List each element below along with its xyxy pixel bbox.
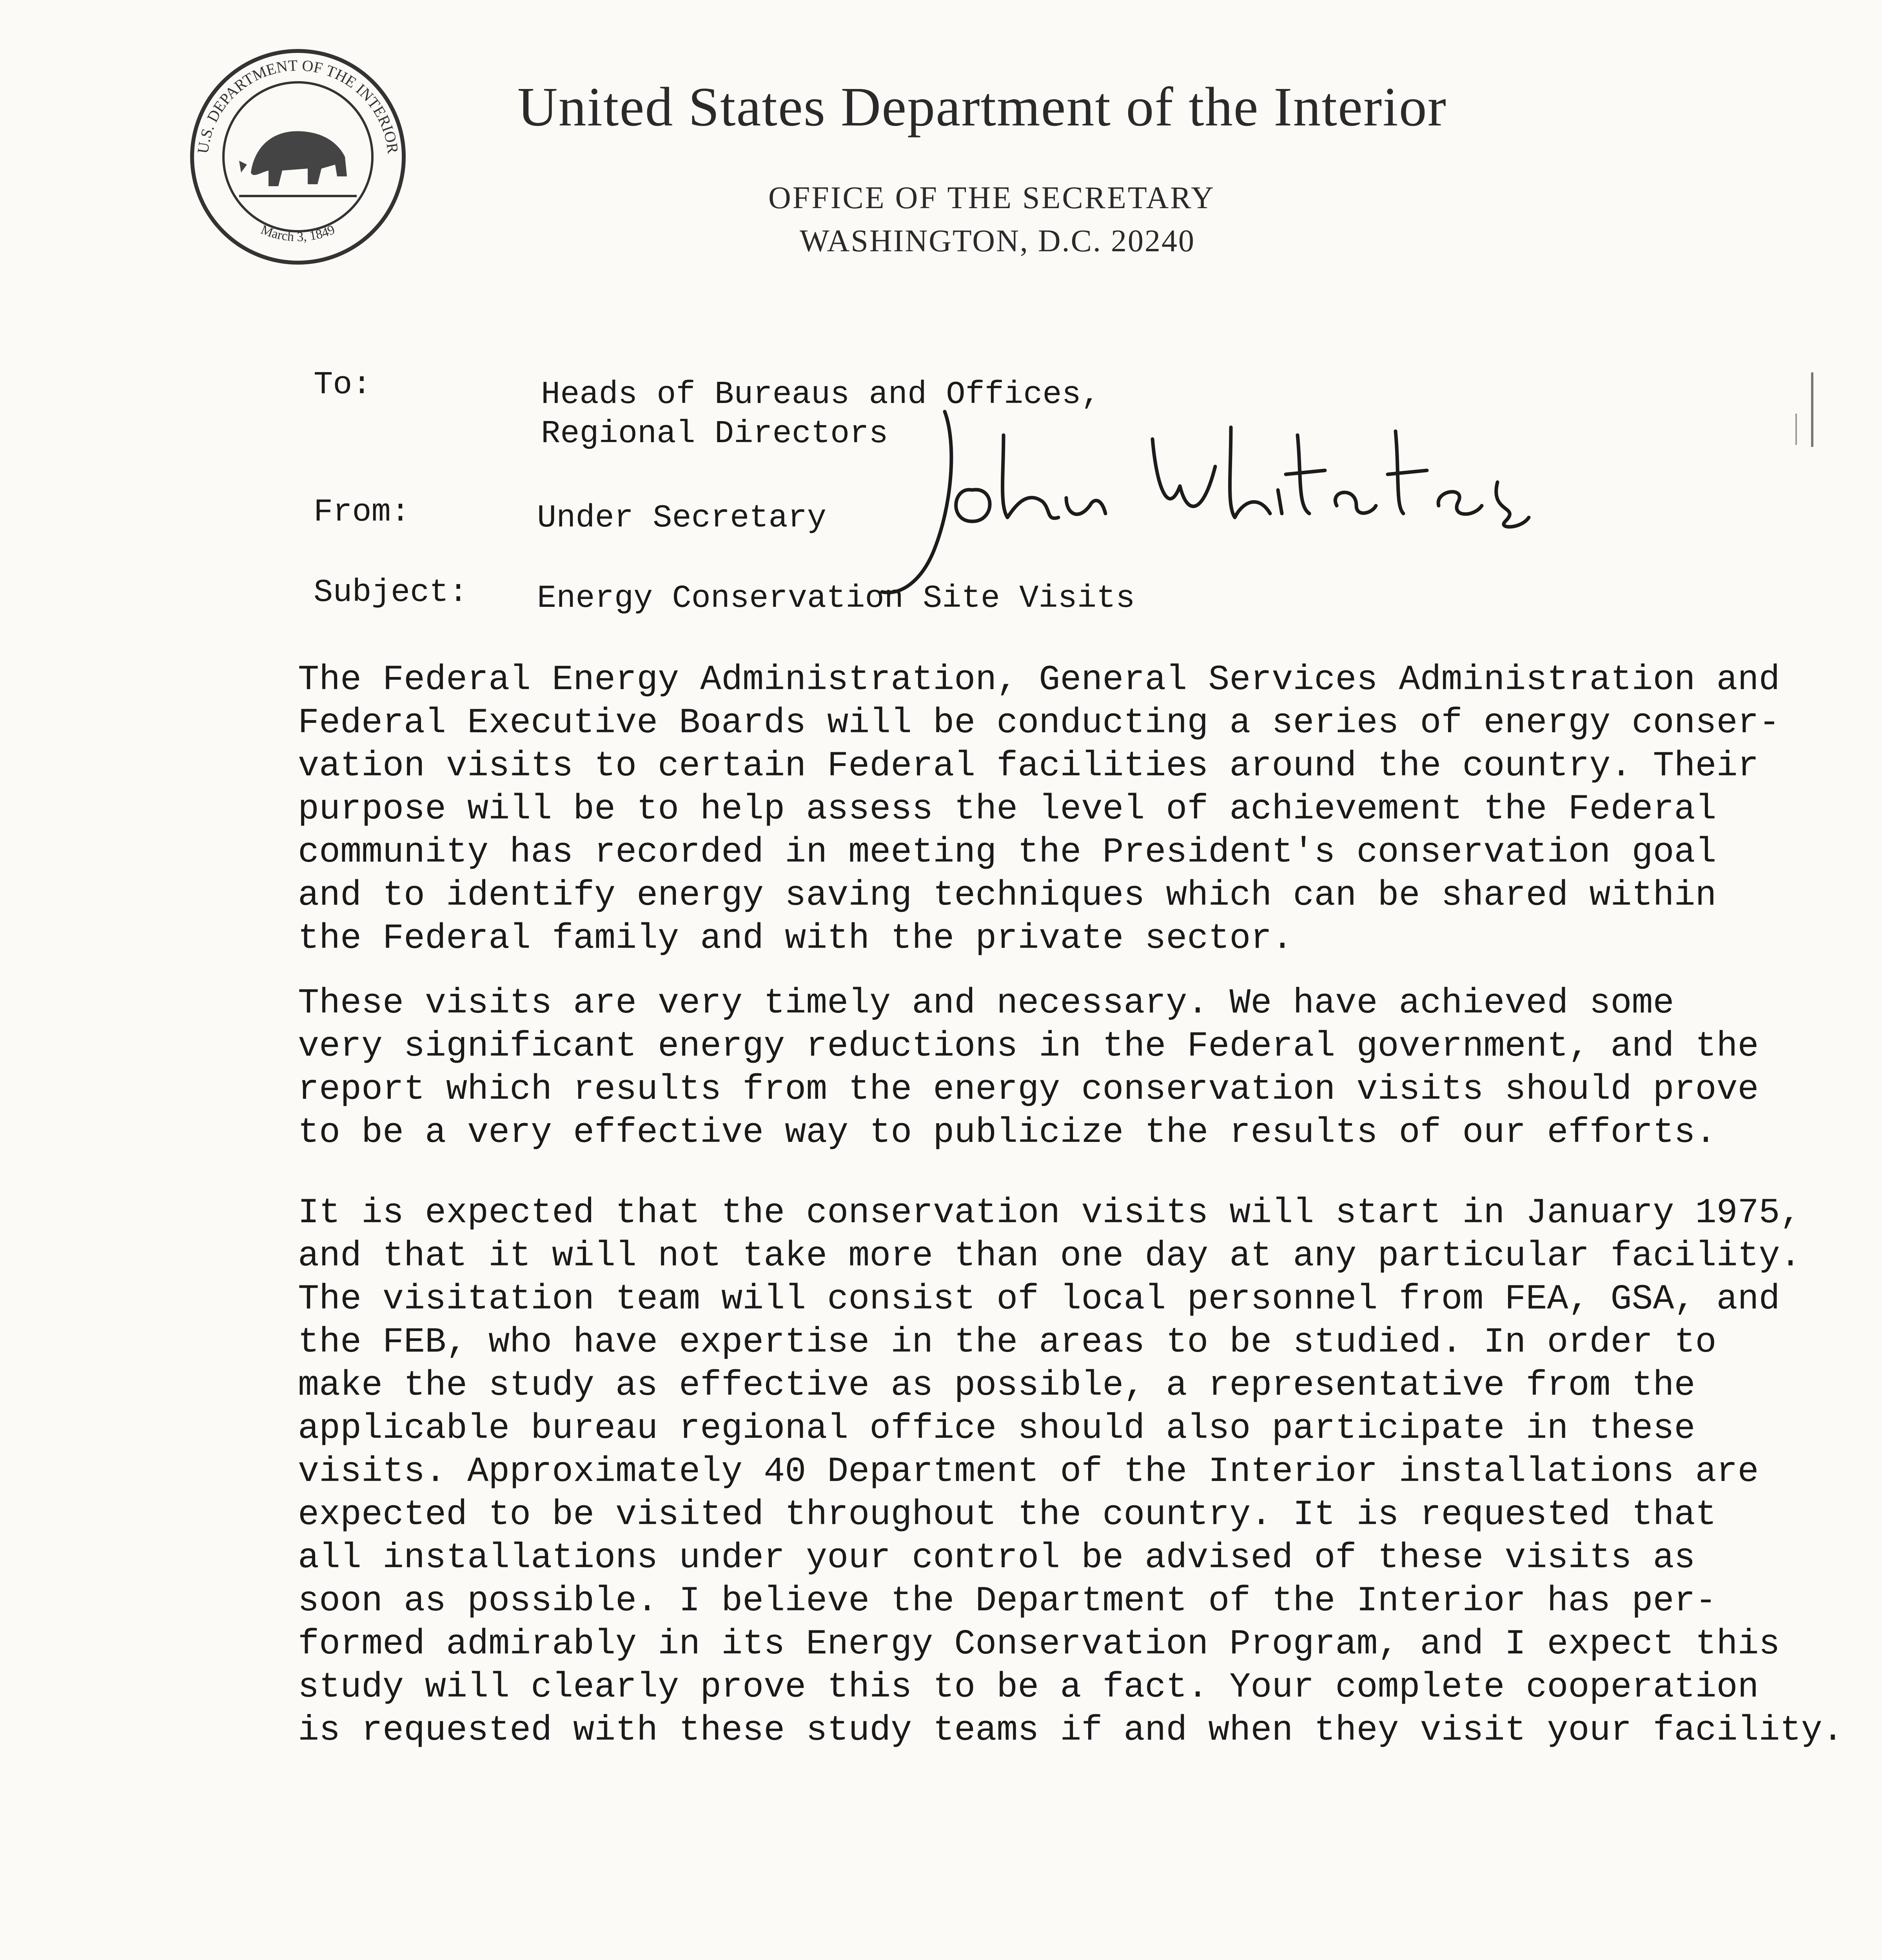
paragraph-line: expected to be visited throughout the country. It is requested that — [298, 1495, 1717, 1535]
to-label: To: — [314, 367, 372, 403]
seal-text-top: U.S. DEPARTMENT OF THE INTERIOR — [194, 56, 402, 155]
to-line-2: Regional Directors — [541, 416, 888, 452]
from-value: Under Secretary — [537, 500, 827, 536]
paragraph-line: very significant energy reductions in the Federal government, and the — [298, 1027, 1759, 1067]
subject-label: Subject: — [314, 574, 468, 611]
office-line: OFFICE OF THE SECRETARY — [768, 181, 1215, 215]
paragraph-line: Federal Executive Boards will be conducting a series of energy conser- — [298, 703, 1780, 743]
paragraph-line: report which results from the energy conservation visits should prove — [298, 1070, 1759, 1110]
paragraph-1 — [298, 659, 1780, 960]
subject-value: Energy Conservation Site Visits — [537, 580, 1135, 617]
paragraph-line: visits. Approximately 40 Department of the Interior installations are — [298, 1452, 1759, 1492]
paragraph-line: the FEB, who have expertise in the areas to be studied. In order to — [298, 1323, 1717, 1363]
paragraph-line: is requested with these study teams if and when they visit your facility. — [298, 1711, 1844, 1751]
svg-text:March 3, 1849 — [259, 222, 337, 244]
paragraph-line: the Federal family and with the private sector. — [298, 919, 1293, 959]
address-line: WASHINGTON, D.C. 20240 — [800, 224, 1195, 258]
paragraph-line: and that it will not take more than one day at any particular facility. — [298, 1236, 1801, 1276]
paragraph-line: applicable bureau regional office should also participate in these — [298, 1409, 1695, 1449]
paragraph-line: The visitation team will consist of local personnel from FEA, GSA, and — [298, 1279, 1780, 1319]
department-title: United States Department of the Interior — [517, 76, 1447, 138]
paragraph-2 — [298, 982, 1772, 1154]
handwritten-signature — [855, 388, 1568, 608]
paragraph-line: purpose will be to help assess the level of achievement the Federal — [298, 789, 1717, 829]
from-label: From: — [314, 494, 410, 530]
department-seal — [172, 43, 423, 270]
margin-mark — [1795, 414, 1797, 445]
seal-text-bottom: March 3, 1849 — [259, 222, 337, 245]
paragraph-line: It is expected that the conservation visits will start in January 1975, — [298, 1193, 1801, 1233]
paragraph-3 — [298, 1192, 1844, 1752]
paragraph-line: make the study as effective as possible, a representative from the — [298, 1366, 1695, 1406]
paragraph-line: all installations under your control be advised of these visits as — [298, 1538, 1695, 1578]
to-line-1: Heads of Bureaus and Offices, — [541, 376, 1101, 413]
margin-mark — [1811, 372, 1813, 447]
paragraph-line: to be a very effective way to publicize the results of our efforts. — [298, 1113, 1717, 1153]
paragraph-line: community has recorded in meeting the President's conservation goal — [298, 833, 1717, 873]
paragraph-line: soon as possible. I believe the Department of the Interior has per- — [298, 1581, 1717, 1621]
paragraph-line: These visits are very timely and necessary. We have achieved some — [298, 984, 1674, 1024]
paragraph-line: study will clearly prove this to be a fact. Your complete cooperation — [298, 1668, 1759, 1708]
paragraph-line: formed admirably in its Energy Conservation Program, and I expect this — [298, 1624, 1780, 1664]
paragraph-line: The Federal Energy Administration, General Services Administration and — [298, 660, 1780, 700]
paragraph-line: and to identify energy saving techniques which can be shared within — [298, 876, 1717, 916]
paragraph-line: vation visits to certain Federal facilities around the country. Their — [298, 746, 1759, 786]
